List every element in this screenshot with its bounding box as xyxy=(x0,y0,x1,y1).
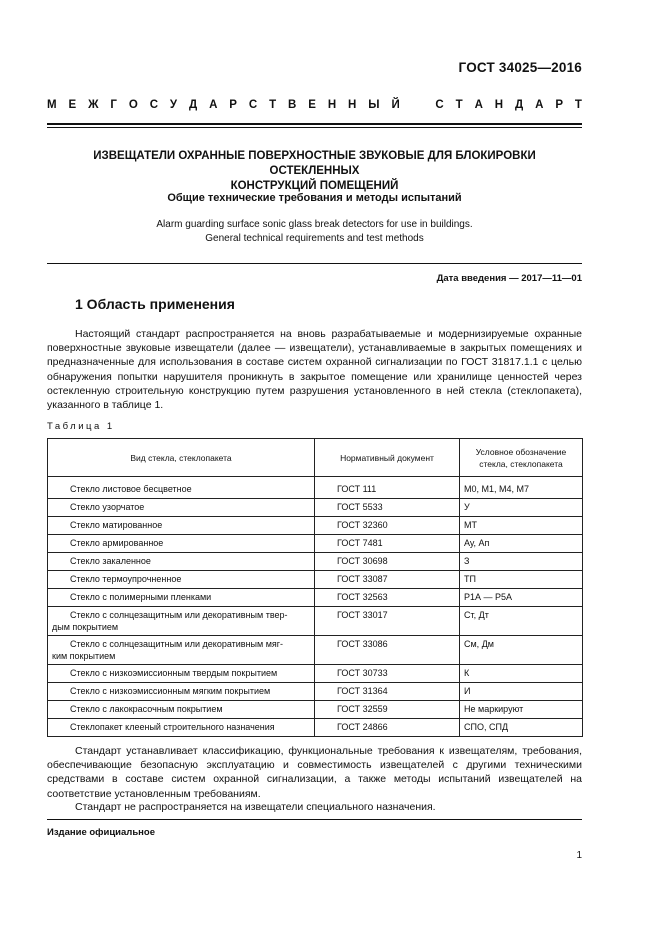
document-cell: ГОСТ 7481 xyxy=(315,535,460,553)
designation-cell: Ау, Ап xyxy=(460,535,583,553)
interstate-letter: Н xyxy=(494,99,504,111)
header-rule-thin xyxy=(47,127,582,128)
glass-type-line-2: ким покрытием xyxy=(52,651,116,661)
designation-cell: Не маркируют xyxy=(460,701,583,719)
document-cell: ГОСТ 111 xyxy=(315,477,460,499)
interstate-letter: Р xyxy=(229,99,237,111)
glass-type-cell xyxy=(48,683,315,701)
interstate-letter: Г xyxy=(110,99,117,111)
interstate-letter: Е xyxy=(308,99,316,111)
table-row xyxy=(48,719,583,737)
column-header-glass-type: Вид стекла, стеклопакета xyxy=(48,439,315,477)
glass-type-cell xyxy=(48,607,315,636)
table-row xyxy=(48,665,583,683)
document-cell: ГОСТ 32360 xyxy=(315,517,460,535)
interstate-standard-heading xyxy=(47,99,582,111)
document-cell: ГОСТ 33017 xyxy=(315,607,460,636)
glass-type-line-1: Стекло с лакокрасочным покрытием xyxy=(70,704,223,714)
table-row xyxy=(48,571,583,589)
designation-cell: Р1А — Р5А xyxy=(460,589,583,607)
table-row xyxy=(48,477,583,499)
standard-number: ГОСТ 34025—2016 xyxy=(458,60,582,75)
column-header-designation xyxy=(460,439,583,477)
table-header-row xyxy=(48,439,583,477)
interstate-letter: Н xyxy=(348,99,357,111)
document-cell: ГОСТ 30733 xyxy=(315,665,460,683)
document-cell: ГОСТ 32559 xyxy=(315,701,460,719)
designation-cell: З xyxy=(460,553,583,571)
interstate-letter: Ы xyxy=(368,99,380,111)
document-cell: ГОСТ 30698 xyxy=(315,553,460,571)
interstate-letter: С xyxy=(435,99,444,111)
column-header-designation-line-2: стекла, стеклопакета xyxy=(479,458,563,469)
designation-cell: ТП xyxy=(460,571,583,589)
glass-type-line-1: Стекло с солнцезащитным или декоративным твер- xyxy=(70,610,288,620)
table-caption: Таблица 1 xyxy=(47,421,115,432)
exclusion-paragraph xyxy=(47,800,582,814)
glass-type-line-2: дым покрытием xyxy=(52,622,119,632)
interstate-letter: А xyxy=(474,99,483,111)
glass-type-cell xyxy=(48,477,315,499)
page-number: 1 xyxy=(576,850,582,861)
document-title xyxy=(47,149,582,194)
document-cell: ГОСТ 33086 xyxy=(315,636,460,665)
glass-type-line-1: Стекло с солнцезащитным или декоративным мяг- xyxy=(70,639,284,649)
title-line-2: КОНСТРУКЦИЙ ПОМЕЩЕНИЙ xyxy=(230,180,399,192)
scope-paragraph xyxy=(47,327,582,412)
introduction-date: Дата введения — 2017—11—01 xyxy=(436,273,582,284)
interstate-letter: Т xyxy=(574,99,582,111)
designation-cell: М0, М1, М4, М7 xyxy=(460,477,583,499)
glass-type-line-1: Стекло закаленное xyxy=(70,556,151,566)
glass-type-line-1: Стеклопакет клееный строительного назначения xyxy=(70,722,275,732)
table-row xyxy=(48,701,583,719)
designation-cell: СПО, СПД xyxy=(460,719,583,737)
interstate-letter: Ж xyxy=(88,99,99,111)
glass-type-line-1: Стекло с полимерными пленками xyxy=(70,592,212,602)
glass-type-cell xyxy=(48,571,315,589)
designation-cell: См, Дм xyxy=(460,636,583,665)
glass-type-cell xyxy=(48,553,315,571)
official-edition-label: Издание официальное xyxy=(47,827,155,838)
glass-type-line-1: Стекло листовое бесцветное xyxy=(70,484,192,494)
glass-type-line-1: Стекло с низкоэмиссионным твердым покрытием xyxy=(70,668,278,678)
interstate-letter: Р xyxy=(555,99,564,111)
table-row xyxy=(48,517,583,535)
english-title xyxy=(47,218,582,246)
table-row xyxy=(48,636,583,665)
interstate-letter: С xyxy=(248,99,258,111)
glass-type-cell xyxy=(48,535,315,553)
designation-cell: У xyxy=(460,499,583,517)
document-subtitle: Общие технические требования и методы испытаний xyxy=(167,192,462,204)
interstate-letter: Д xyxy=(188,99,198,111)
glass-type-cell xyxy=(48,701,315,719)
glass-type-line-1: Стекло термоупрочненное xyxy=(70,574,182,584)
glass-type-cell xyxy=(48,517,315,535)
table-row xyxy=(48,607,583,636)
glass-type-line-1: Стекло с низкоэмиссионным мягким покрытием xyxy=(70,686,271,696)
interstate-letter: Д xyxy=(515,99,524,111)
table-row xyxy=(48,553,583,571)
header-rule xyxy=(47,123,582,125)
glass-type-line-1: Стекло узорчатое xyxy=(70,502,145,512)
document-cell: ГОСТ 24866 xyxy=(315,719,460,737)
scope-paragraph-text: Настоящий стандарт распространяется на вновь разрабатываемые и модернизируемые охранные поверхностные звуковые извещатели (далее — извещатели), устанавливаемые в закрытых помещениях и предназначенные для использования в составе систем охранной сигнализации по ГОСТ 31817.1.1 с целью обнаружения попытки нарушителя проникнуть в закрытое помещение или хранилище ценностей через остекленную строительную конструкцию путем разрушения установленного в ней стекла (стеклопакета), указанного в таблице 1. xyxy=(47,328,582,412)
interstate-letter: Е xyxy=(68,99,77,111)
interstate-letter: В xyxy=(288,99,297,111)
english-title-line-2: General technical requirements and test methods xyxy=(205,233,424,244)
interstate-letter: А xyxy=(209,99,218,111)
interstate-letter: Н xyxy=(327,99,337,111)
document-cell: ГОСТ 31364 xyxy=(315,683,460,701)
column-header-document: Нормативный документ xyxy=(315,439,460,477)
interstate-letter: У xyxy=(169,99,178,111)
glass-type-cell xyxy=(48,719,315,737)
interstate-letter: О xyxy=(128,99,138,111)
table-row xyxy=(48,535,583,553)
table-row xyxy=(48,499,583,517)
english-title-line-1: Alarm guarding surface sonic glass break detectors for use in buildings. xyxy=(156,219,473,230)
section-heading: 1 Область применения xyxy=(75,296,235,312)
title-line-1: ИЗВЕЩАТЕЛИ ОХРАННЫЕ ПОВЕРХНОСТНЫЕ ЗВУКОВЫЕ ДЛЯ БЛОКИРОВКИ ОСТЕКЛЕННЫХ xyxy=(93,150,536,177)
interstate-letter: Й xyxy=(391,99,400,111)
glass-type-cell xyxy=(48,636,315,665)
glass-type-cell xyxy=(48,665,315,683)
designation-cell: Ст, Дт xyxy=(460,607,583,636)
glass-types-table xyxy=(47,438,583,737)
table-row xyxy=(48,589,583,607)
document-cell: ГОСТ 5533 xyxy=(315,499,460,517)
interstate-letter: А xyxy=(535,99,544,111)
document-cell: ГОСТ 33087 xyxy=(315,571,460,589)
title-rule xyxy=(47,263,582,264)
interstate-letter: С xyxy=(149,99,158,111)
interstate-letter: Т xyxy=(269,99,277,111)
designation-cell: МТ xyxy=(460,517,583,535)
designation-cell: И xyxy=(460,683,583,701)
glass-type-cell xyxy=(48,499,315,517)
glass-type-cell xyxy=(48,589,315,607)
glass-type-line-1: Стекло армированное xyxy=(70,538,164,548)
footer-rule xyxy=(47,819,582,820)
interstate-letter: М xyxy=(47,99,57,111)
designation-cell: К xyxy=(460,665,583,683)
glass-type-line-1: Стекло матированное xyxy=(70,520,163,530)
classification-paragraph xyxy=(47,744,582,801)
table-row xyxy=(48,683,583,701)
exclusion-paragraph-text: Стандарт не распространяется на извещатели специального назначения. xyxy=(75,801,436,813)
classification-paragraph-text: Стандарт устанавливает классификацию, функциональные требования к извещателям, требования, обеспечивающие безопасную эксплуатацию и совместимость извещателей с другими техническими средствами в составе систем охранной сигнализации, а также методы испытаний извещателей на соответствие установленным требованиям. xyxy=(47,745,582,800)
document-cell: ГОСТ 32563 xyxy=(315,589,460,607)
interstate-letter: Т xyxy=(455,99,463,111)
column-header-designation-line-1: Условное обозначение xyxy=(475,446,567,457)
